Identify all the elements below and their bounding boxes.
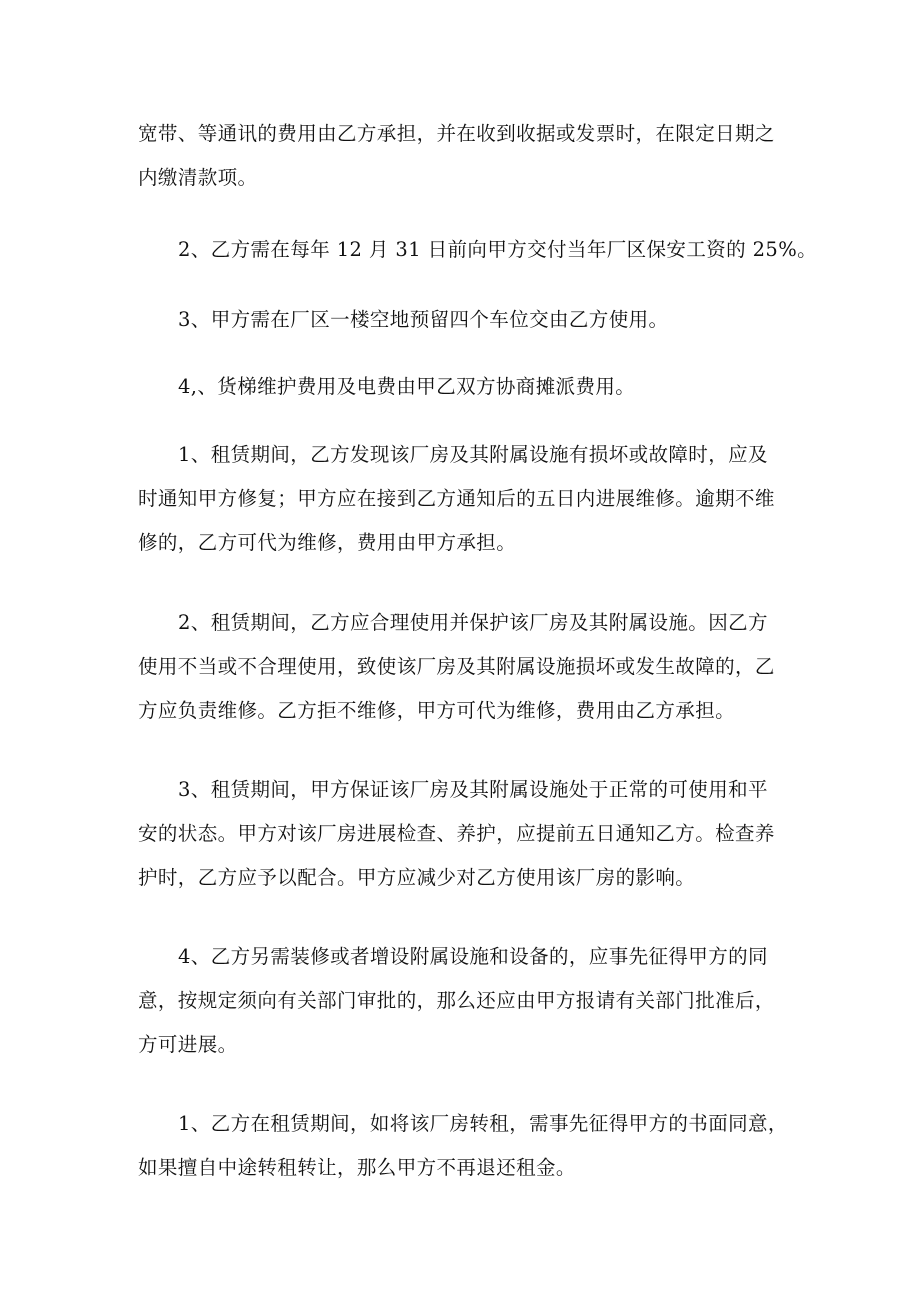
text-line: 方可进展。 xyxy=(138,1033,238,1056)
paragraph-lessor-repair xyxy=(138,433,798,565)
text-line: 如果擅自中途转租转让，那么甲方不再退还租金。 xyxy=(138,1156,576,1179)
text-line: 使用不当或不合理使用，致使该厂房及其附属设施损坏或发生故障的，乙 xyxy=(138,655,775,678)
text-line: 修的，乙方可代为维修，费用由甲方承担。 xyxy=(138,531,517,554)
text-line: 4、乙方另需装修或者增设附属设施和设备的，应事先征得甲方的同 xyxy=(178,945,768,968)
text-line: 时通知甲方修复；甲方应在接到乙方通知后的五日内进展维修。逾期不维 xyxy=(138,487,775,510)
text-line: 1、租赁期间，乙方发现该厂房及其附属设施有损坏或故障时，应及 xyxy=(178,443,768,466)
text-line: 3、甲方需在厂区一楼空地预留四个车位交由乙方使用。 xyxy=(178,308,669,331)
text-line: 护时，乙方应予以配合。甲方应减少对乙方使用该厂房的影响。 xyxy=(138,866,696,889)
paragraph-safe-condition xyxy=(138,768,798,900)
text-line: 3、租赁期间，甲方保证该厂房及其附属设施处于正常的可使用和平 xyxy=(178,778,768,801)
text-line: 4,、货梯维护费用及电费由甲乙双方协商摊派费用。 xyxy=(178,375,636,398)
text-line: 2、租赁期间，乙方应合理使用并保护该厂房及其附属设施。因乙方 xyxy=(178,611,768,634)
paragraph-sublease xyxy=(138,1102,798,1190)
text-line: 安的状态。甲方对该厂房进展检查、养护，应提前五日通知乙方。检查养 xyxy=(138,822,775,845)
paragraph-utilities-fees xyxy=(138,112,798,200)
text-line: 2、乙方需在每年 12 月 31 日前向甲方交付当年厂区保安工资的 25%。 xyxy=(178,238,818,261)
text-line: 意，按规定须向有关部门审批的，那么还应由甲方报请有关部门批准后， xyxy=(138,989,775,1012)
text-line: 内缴清款项。 xyxy=(138,166,258,189)
paragraph-lessee-care xyxy=(138,601,798,733)
paragraph-security-wage xyxy=(138,228,818,272)
text-line: 1、乙方在租赁期间，如将该厂房转租，需事先征得甲方的书面同意， xyxy=(178,1112,788,1135)
text-line: 方应负责维修。乙方拒不维修，甲方可代为维修，费用由乙方承担。 xyxy=(138,699,736,722)
paragraph-elevator-fees xyxy=(138,365,798,409)
paragraph-renovation xyxy=(138,935,798,1067)
text-line: 宽带、等通讯的费用由乙方承担，并在收到收据或发票时，在限定日期之 xyxy=(138,122,775,145)
paragraph-parking-spaces xyxy=(138,298,798,342)
